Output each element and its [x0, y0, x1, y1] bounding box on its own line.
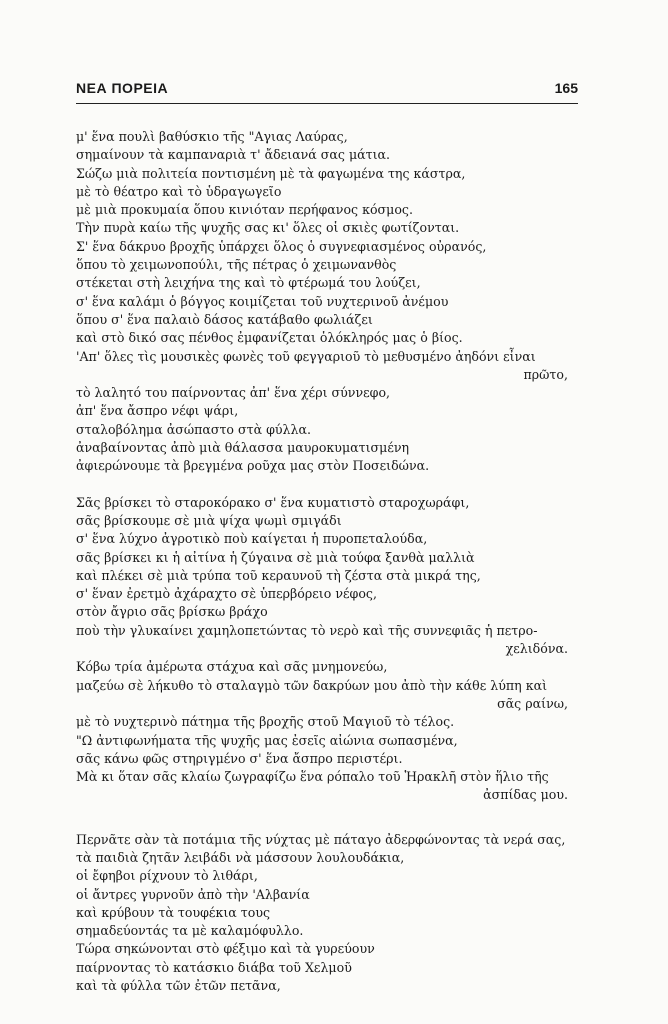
poem-line: ὅπου σ' ἕνα παλαιὸ δάσος κατάβαθο φωλιάζει — [76, 311, 373, 327]
poem-line: παίρνοντας τὸ κατάσκιο διάβα τοῦ Χελμοῦ — [76, 959, 352, 975]
poem-line: μὲ τὸ θέατρο καὶ τὸ ὑδραγωγεῖο — [76, 183, 282, 199]
poem-line: ἀπ' ἕνα ἄσπρο νέφι ψάρι, — [76, 403, 239, 419]
poem-line: Τὴν πυρὰ καίω τῆς ψυχῆς σας κι' ὅλες οἱ σκιὲς φωτίζονται. — [76, 220, 460, 236]
poem-line: σᾶς βρίσκουμε σὲ μιὰ ψίχα ψωμὶ σμιγάδι — [76, 512, 342, 528]
poem-line: ἀφιερώνουμε τὰ βρεγμένα ροῦχα μας στὸν Ποσειδώνα. — [76, 458, 430, 474]
poem-line: Σώζω μιὰ πολιτεία ποντισμένη μὲ τὰ φαγωμένα της κάστρα, — [76, 165, 466, 181]
poem-line: Μὰ κι ὅταν σᾶς κλαίω ζωγραφίζω ἕνα ρόπαλο τοῦ Ἡρακλῆ στὸν ἥλιο τῆς — [76, 769, 549, 785]
poem-line: ποὺ τὴν γλυκαίνει χαμηλοπετώντας τὸ νερὸ καὶ τῆς συννεφιᾶς ἡ πετρο- — [76, 622, 538, 638]
poem-line: σᾶς βρίσκει κι ἡ αἰτίνα ἡ ζύγαινα σὲ μιὰ τούφα ξανθὰ μαλλιὰ — [76, 549, 475, 565]
header-rule — [76, 103, 578, 104]
stanza-gap — [76, 476, 586, 494]
poem-line: σᾶς κάνω φῶς στηριγμένο σ' ἕνα ἄσπρο περιστέρι. — [76, 750, 403, 766]
poem-line: Κόβω τρία ἀμέρωτα στάχυα καὶ σᾶς μνημονεύω, — [76, 659, 388, 675]
poem-line: καὶ πλέκει σὲ μιὰ τρύπα τοῦ κεραυνοῦ τὴ ζέστα στὰ μικρά της, — [76, 567, 481, 583]
poem-line: στὸν ἄγριο σᾶς βρίσκω βράχο — [76, 604, 268, 620]
poem-line: "Ω ἀντιφωνήματα τῆς ψυχῆς μας ἐσεῖς αἰώνια σωπασμένα, — [76, 732, 458, 748]
poem-line: σημαίνουν τὰ καμπαναριὰ τ' ἄδειανά σας μάτια. — [76, 147, 391, 163]
page-number: 165 — [554, 80, 578, 96]
poem-line: καὶ στὸ δικό σας πένθος ἐμφανίζεται ὁλόκληρός μας ὁ βίος. — [76, 330, 463, 346]
stanza — [76, 494, 586, 805]
poem-line: οἱ ἄντρες γυρνοῦν ἀπὸ τὴν 'Αλβανία — [76, 886, 310, 902]
poem-line: Σ' ἕνα δάκρυο βροχῆς ὑπάρχει ὅλος ὁ συγνεφιασμένος οὐρανός, — [76, 238, 487, 254]
stanza — [76, 128, 586, 476]
poem-line: μὲ μιὰ προκυμαία ὅπου κινιόταν περήφανος κόσμος. — [76, 202, 413, 218]
poem-line: οἱ ἔφηβοι ρίχνουν τὸ λιθάρι, — [76, 868, 258, 884]
poem-line: Σᾶς βρίσκει τὸ σταροκόρακο σ' ἕνα κυματιστὸ σταροχωράφι, — [76, 494, 470, 510]
poem-line: Περνᾶτε σὰν τὰ ποτάμια τῆς νύχτας μὲ πάταγο ἀδερφώνοντας τὰ νερά σας, — [76, 831, 566, 847]
poem-line: 'Απ' ὅλες τὶς μουσικὲς φωνὲς τοῦ φεγγαριοῦ τὸ μεθυσμένο ἀηδόνι εἶναι — [76, 348, 536, 364]
poem-line: μαζεύω σὲ λήκυθο τὸ σταλαγμὸ τῶν δακρύων μου ἀπὸ τὴν κάθε λύπη καὶ — [76, 677, 548, 693]
poem-line: σ' ἕναν ἐρετμὸ ἀχάραχτο σὲ ὑπερβόρειο νέφος, — [76, 586, 377, 602]
poem-line: μὲ τὸ νυχτερινὸ πάτημα τῆς βροχῆς στοῦ Μαγιοῦ τὸ τέλος. — [76, 714, 455, 730]
poem-line-continuation: χελιδόνα. — [505, 641, 568, 657]
poem-line: μ' ἕνα πουλὶ βαθύσκιο τῆς "Αγιας Λαύρας, — [76, 129, 348, 144]
stanza-gap — [76, 805, 586, 831]
poem-body — [76, 128, 586, 995]
page-header — [76, 76, 578, 106]
stanza — [76, 831, 586, 996]
poem-line: καὶ τὰ φύλλα τῶν ἐτῶν πετᾶνα, — [76, 978, 281, 994]
poem-line-continuation: σᾶς ραίνω, — [497, 695, 568, 711]
poem-line: τὰ παιδιὰ ζητᾶν λειβάδι νὰ μάσσουν λουλουδάκια, — [76, 849, 405, 865]
poem-line: σ' ἕνα λύχνο ἀγροτικὸ ποὺ καίγεται ἡ πυροπεταλούδα, — [76, 531, 428, 547]
poem-line: ὅπου τὸ χειμωνοπούλι, τῆς πέτρας ὁ χειμωνανθὸς — [76, 257, 397, 273]
poem-line: καὶ κρύβουν τὰ τουφέκια τους — [76, 904, 271, 920]
poem-line-continuation: πρῶτο, — [523, 366, 568, 382]
journal-title: ΝΕΑ ΠΟΡΕΙΑ — [76, 80, 169, 96]
poem-line: σταλοβόλημα ἀσώπαστο στὰ φύλλα. — [76, 421, 312, 437]
poem-line: σημαδεύοντάς τα μὲ καλαμόφυλλο. — [76, 923, 304, 939]
poem-line: σ' ἕνα καλάμι ὁ βόγγος κοιμίζεται τοῦ νυχτερινοῦ ἀνέμου — [76, 293, 449, 309]
poem-line: Τώρα σηκώνονται στὸ φέξιμο καὶ τὰ γυρεύουν — [76, 941, 375, 957]
poem-line-continuation: ἀσπίδας μου. — [483, 787, 568, 803]
poem-line: στέκεται στὴ λειχήνα της καὶ τὸ φτέρωμά του λούζει, — [76, 275, 421, 291]
poem-line: ἀναβαίνοντας ἀπὸ μιὰ θάλασσα μαυροκυματισμένη — [76, 440, 410, 456]
poem-line: τὸ λαλητό του παίρνοντας ἀπ' ἕνα χέρι σύννεφο, — [76, 385, 391, 401]
